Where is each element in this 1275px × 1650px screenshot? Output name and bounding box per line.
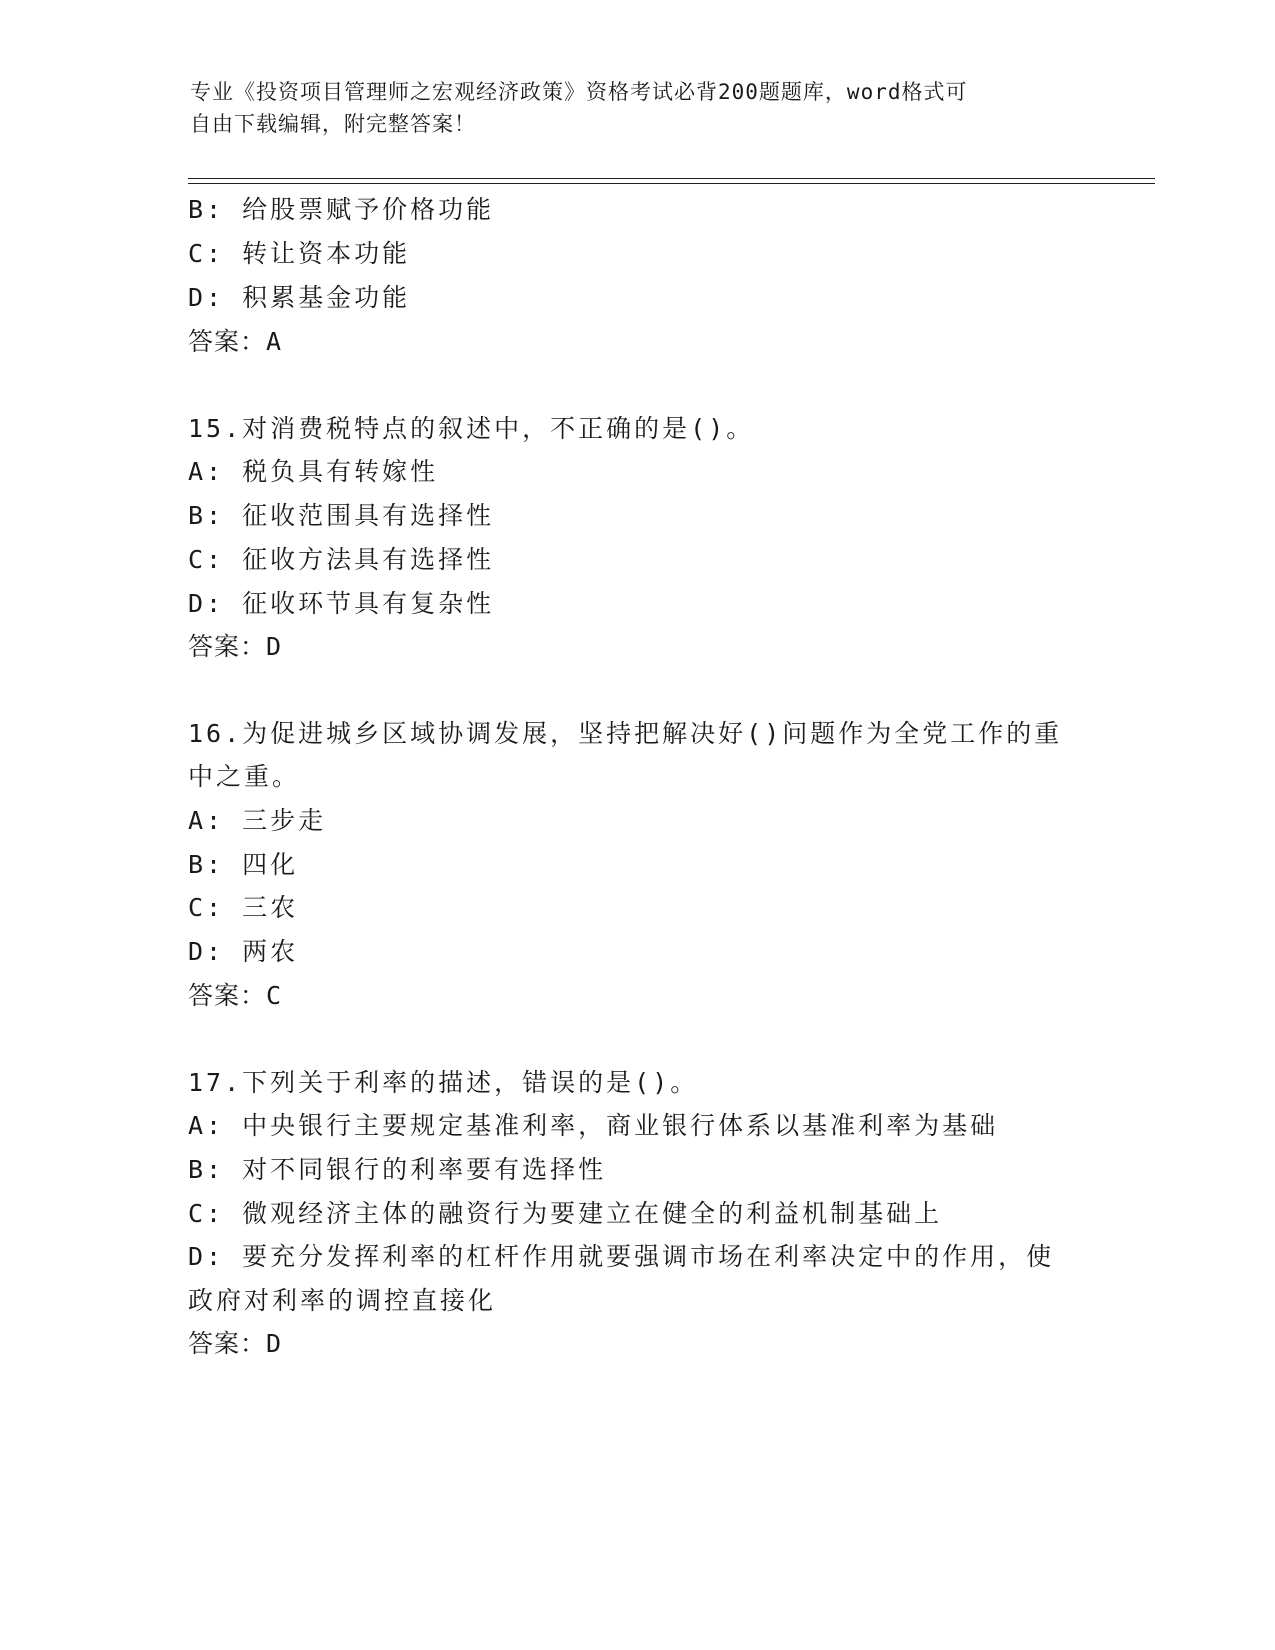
q15-option-b: B: 征收范围具有选择性 xyxy=(188,501,495,530)
q15-option-d: D: 征收环节具有复杂性 xyxy=(188,589,495,618)
q16-stem-line-2: 中之重。 xyxy=(188,762,301,791)
header-line-1: 专业《投资项目管理师之宏观经济政策》资格考试必背200题题库，word格式可 xyxy=(190,80,968,104)
q17-stem: 17.下列关于利率的描述，错误的是()。 xyxy=(188,1068,699,1097)
q14-option-b: B: 给股票赋予价格功能 xyxy=(188,195,495,224)
header-divider-top xyxy=(188,178,1155,179)
q14-answer: 答案：A xyxy=(188,327,283,356)
q17-answer: 答案：D xyxy=(188,1329,283,1358)
q17-option-a: A: 中央银行主要规定基准利率，商业银行体系以基准利率为基础 xyxy=(188,1111,999,1140)
header-line-2: 自由下载编辑，附完整答案！ xyxy=(190,112,476,136)
q14-option-c: C: 转让资本功能 xyxy=(188,239,411,268)
q16-option-d: D: 两农 xyxy=(188,937,299,966)
q17-option-c: C: 微观经济主体的融资行为要建立在健全的利益机制基础上 xyxy=(188,1199,943,1228)
q17-option-d-line-2: 政府对利率的调控直接化 xyxy=(188,1286,497,1315)
q15-option-c: C: 征收方法具有选择性 xyxy=(188,545,495,574)
q14-option-d: D: 积累基金功能 xyxy=(188,283,411,312)
q16-option-c: C: 三农 xyxy=(188,893,299,922)
document-header xyxy=(190,76,1090,140)
header-divider-bottom xyxy=(188,183,1155,184)
q16-answer: 答案：C xyxy=(188,981,283,1010)
q17-option-d-line-1: D: 要充分发挥利率的杠杆作用就要强调市场在利率决定中的作用，使 xyxy=(188,1242,1055,1271)
q15-stem: 15.对消费税特点的叙述中，不正确的是()。 xyxy=(188,414,755,443)
q16-stem-line-1: 16.为促进城乡区域协调发展，坚持把解决好()问题作为全党工作的重 xyxy=(188,719,1063,748)
q15-answer: 答案：D xyxy=(188,632,283,661)
q16-option-a: A: 三步走 xyxy=(188,806,327,835)
q17-option-b: B: 对不同银行的利率要有选择性 xyxy=(188,1155,607,1184)
q15-option-a: A: 税负具有转嫁性 xyxy=(188,457,439,486)
q16-option-b: B: 四化 xyxy=(188,850,299,879)
